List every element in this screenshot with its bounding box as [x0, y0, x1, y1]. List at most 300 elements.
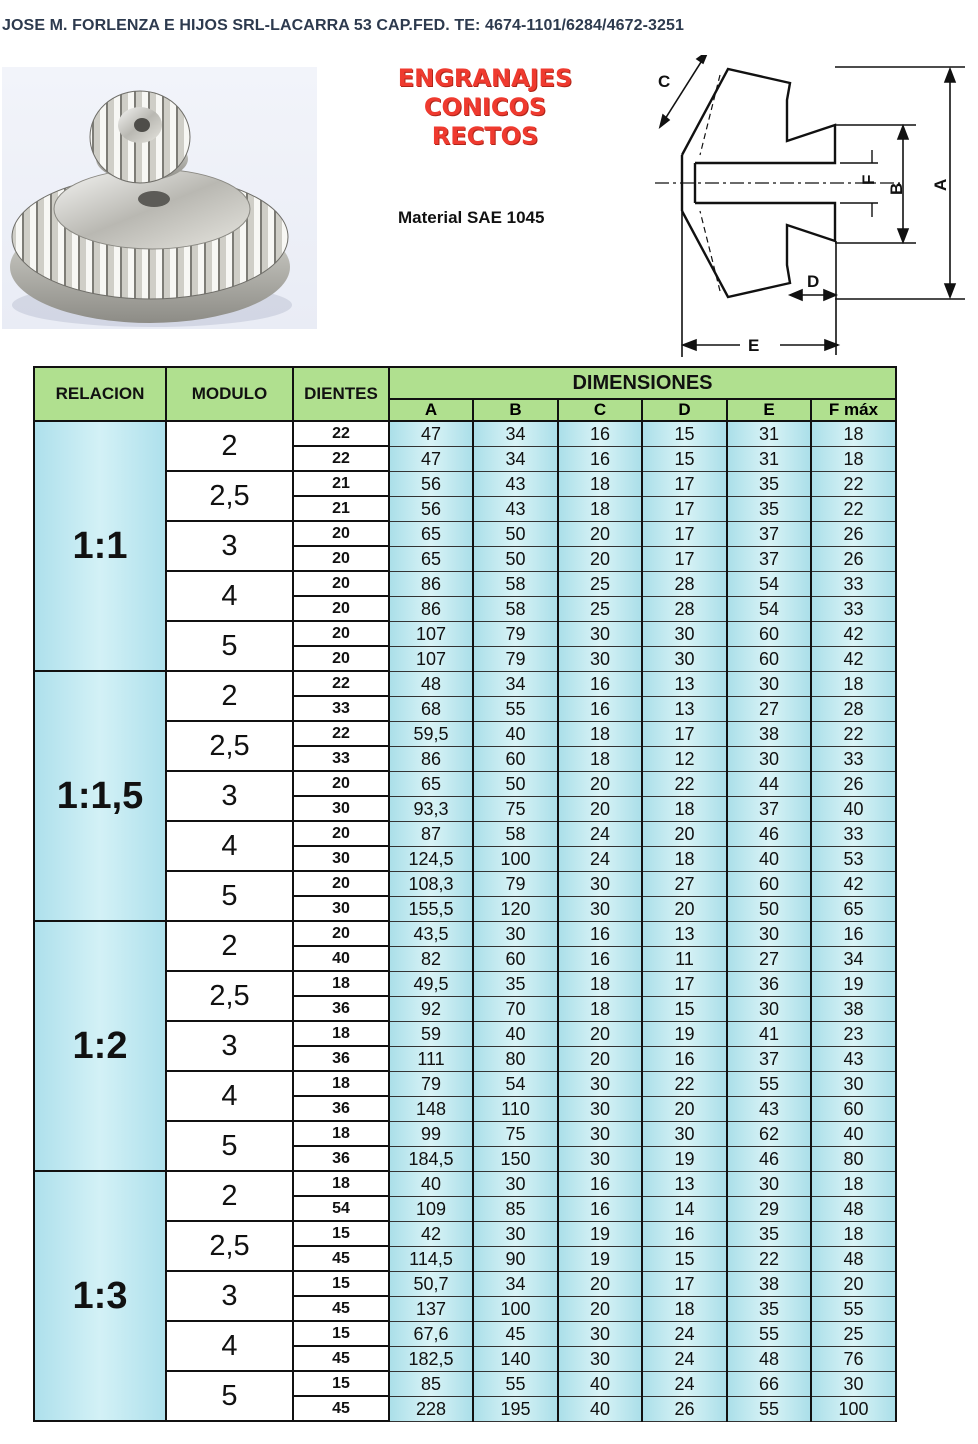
dimension-cell: 85 [473, 1196, 558, 1221]
dimension-cell: 40 [811, 1121, 896, 1146]
dimension-cell: 33 [811, 571, 896, 596]
dimension-cell: 37 [727, 796, 811, 821]
dimension-cell: 18 [642, 846, 727, 871]
teeth-cell: 20 [293, 646, 389, 671]
dimension-cell: 30 [558, 896, 642, 921]
dimension-cell: 18 [558, 721, 642, 746]
dimension-cell: 80 [811, 1146, 896, 1171]
dimension-cell: 17 [642, 471, 727, 496]
dimension-cell: 43 [811, 1046, 896, 1071]
teeth-cell: 45 [293, 1296, 389, 1321]
table-body [34, 421, 896, 1421]
teeth-cell: 15 [293, 1221, 389, 1246]
dimension-cell: 30 [558, 1121, 642, 1146]
dimension-cell: 40 [558, 1371, 642, 1396]
dimension-cell: 24 [558, 821, 642, 846]
dimension-cell: 120 [473, 896, 558, 921]
dimension-cell: 62 [727, 1121, 811, 1146]
table-row [34, 1171, 896, 1196]
dimension-cell: 29 [727, 1196, 811, 1221]
dimension-cell: 15 [642, 996, 727, 1021]
dimension-cell: 16 [558, 696, 642, 721]
dimension-cell: 20 [558, 1046, 642, 1071]
teeth-cell: 18 [293, 1071, 389, 1096]
module-cell: 5 [166, 871, 293, 921]
ratio-cell: 1:1,5 [34, 671, 166, 921]
dimension-cell: 34 [473, 446, 558, 471]
company-header: JOSE M. FORLENZA E HIJOS SRL-LACARRA 53 CAP.FED. TE: 4674-1101/6284/4672-3251 [2, 17, 685, 34]
dimension-cell: 30 [558, 1096, 642, 1121]
dimension-cell: 22 [811, 721, 896, 746]
header-modulo: MODULO [166, 367, 293, 421]
label-A: A [931, 178, 950, 191]
dimension-cell: 109 [389, 1196, 473, 1221]
dimension-cell: 55 [727, 1071, 811, 1096]
teeth-cell: 20 [293, 596, 389, 621]
dimension-cell: 20 [642, 896, 727, 921]
dimension-cell: 67,6 [389, 1321, 473, 1346]
dimension-cell: 100 [473, 1296, 558, 1321]
dimension-cell: 16 [558, 1171, 642, 1196]
dimension-cell: 65 [811, 896, 896, 921]
teeth-cell: 20 [293, 546, 389, 571]
dimension-cell: 43 [473, 471, 558, 496]
dimension-cell: 30 [727, 1171, 811, 1196]
dimension-cell: 79 [473, 621, 558, 646]
dimension-cell: 13 [642, 696, 727, 721]
dimension-cell: 24 [642, 1321, 727, 1346]
header-relacion: RELACION [34, 367, 166, 421]
dimension-cell: 16 [558, 671, 642, 696]
dimension-cell: 28 [811, 696, 896, 721]
dimension-cell: 41 [727, 1021, 811, 1046]
dimension-cell: 35 [727, 1221, 811, 1246]
teeth-cell: 33 [293, 746, 389, 771]
dimension-cell: 28 [642, 596, 727, 621]
teeth-cell: 20 [293, 771, 389, 796]
dimension-cell: 15 [642, 446, 727, 471]
teeth-cell: 18 [293, 1171, 389, 1196]
material-label: Material SAE 1045 [398, 208, 545, 227]
dimension-cell: 20 [558, 771, 642, 796]
dimension-cell: 55 [727, 1321, 811, 1346]
dimension-cell: 38 [727, 721, 811, 746]
module-cell: 5 [166, 621, 293, 671]
dimension-cell: 30 [558, 621, 642, 646]
teeth-cell: 36 [293, 1046, 389, 1071]
dimension-cell: 60 [727, 621, 811, 646]
dimension-cell: 24 [642, 1346, 727, 1371]
dimension-cell: 54 [727, 596, 811, 621]
teeth-cell: 18 [293, 971, 389, 996]
module-cell: 2,5 [166, 971, 293, 1021]
dimension-cell: 30 [811, 1371, 896, 1396]
dimension-cell: 18 [558, 746, 642, 771]
header-dientes: DIENTES [293, 367, 389, 421]
dimension-cell: 35 [727, 471, 811, 496]
dimension-cell: 37 [727, 546, 811, 571]
teeth-cell: 18 [293, 1121, 389, 1146]
table-row [34, 421, 896, 446]
teeth-cell: 30 [293, 846, 389, 871]
dimension-cell: 86 [389, 746, 473, 771]
module-cell: 3 [166, 1021, 293, 1071]
dimension-cell: 58 [473, 596, 558, 621]
dimension-cell: 30 [558, 1071, 642, 1096]
dimension-cell: 99 [389, 1121, 473, 1146]
dimension-cell: 18 [558, 496, 642, 521]
dimension-cell: 87 [389, 821, 473, 846]
dimension-cell: 79 [473, 871, 558, 896]
dimension-cell: 30 [473, 1221, 558, 1246]
header-dim-b: B [473, 399, 558, 421]
dimension-cell: 44 [727, 771, 811, 796]
dimension-cell: 30 [558, 1346, 642, 1371]
module-cell: 5 [166, 1371, 293, 1421]
dimension-cell: 17 [642, 496, 727, 521]
dimension-cell: 30 [642, 1121, 727, 1146]
dimension-cell: 60 [727, 871, 811, 896]
dimension-cell: 30 [558, 1321, 642, 1346]
dimension-cell: 30 [727, 746, 811, 771]
dimension-cell: 107 [389, 621, 473, 646]
dimension-cell: 13 [642, 921, 727, 946]
dimension-cell: 11 [642, 946, 727, 971]
dimension-cell: 85 [389, 1371, 473, 1396]
dimension-cell: 55 [811, 1296, 896, 1321]
module-cell: 2 [166, 421, 293, 471]
dimension-cell: 40 [389, 1171, 473, 1196]
dimension-cell: 20 [642, 821, 727, 846]
teeth-cell: 15 [293, 1321, 389, 1346]
dimension-cell: 36 [727, 971, 811, 996]
dimension-cell: 16 [642, 1046, 727, 1071]
dimension-cell: 43 [727, 1096, 811, 1121]
dimension-cell: 16 [558, 1196, 642, 1221]
header-dimensiones: DIMENSIONES [389, 367, 896, 399]
dimension-cell: 17 [642, 521, 727, 546]
dimension-cell: 55 [473, 1371, 558, 1396]
dimension-cell: 45 [473, 1321, 558, 1346]
dimension-cell: 35 [473, 971, 558, 996]
dimension-cell: 100 [811, 1396, 896, 1421]
dimension-cell: 20 [811, 1271, 896, 1296]
ratio-cell: 1:2 [34, 921, 166, 1171]
dimension-cell: 48 [727, 1346, 811, 1371]
teeth-cell: 20 [293, 921, 389, 946]
dimension-cell: 31 [727, 446, 811, 471]
dimension-cell: 17 [642, 546, 727, 571]
dimension-cell: 18 [642, 796, 727, 821]
dimension-cell: 38 [811, 996, 896, 1021]
dimension-cell: 50 [473, 521, 558, 546]
dimension-cell: 111 [389, 1046, 473, 1071]
bevel-gear-image [2, 67, 317, 329]
dimension-cell: 20 [558, 1271, 642, 1296]
dimension-cell: 12 [642, 746, 727, 771]
dimension-cell: 60 [811, 1096, 896, 1121]
dimension-cell: 80 [473, 1046, 558, 1071]
dimension-cell: 55 [727, 1396, 811, 1421]
module-cell: 2,5 [166, 721, 293, 771]
teeth-cell: 30 [293, 796, 389, 821]
dimension-cell: 14 [642, 1196, 727, 1221]
dimension-cell: 86 [389, 596, 473, 621]
dimension-cell: 37 [727, 1046, 811, 1071]
module-cell: 4 [166, 1071, 293, 1121]
dimension-cell: 24 [642, 1371, 727, 1396]
module-cell: 2 [166, 921, 293, 971]
dimension-cell: 58 [473, 821, 558, 846]
dimension-cell: 35 [727, 1296, 811, 1321]
dimension-cell: 34 [473, 1271, 558, 1296]
module-cell: 3 [166, 771, 293, 821]
dimension-cell: 30 [558, 646, 642, 671]
teeth-cell: 21 [293, 471, 389, 496]
dimension-cell: 86 [389, 571, 473, 596]
dimension-cell: 27 [727, 696, 811, 721]
dimension-cell: 49,5 [389, 971, 473, 996]
dimension-cell: 20 [558, 521, 642, 546]
teeth-cell: 20 [293, 521, 389, 546]
teeth-cell: 15 [293, 1271, 389, 1296]
dimension-cell: 110 [473, 1096, 558, 1121]
dimension-cell: 148 [389, 1096, 473, 1121]
dimension-cell: 70 [473, 996, 558, 1021]
dimension-cell: 82 [389, 946, 473, 971]
dimension-cell: 18 [811, 671, 896, 696]
dimension-cell: 60 [727, 646, 811, 671]
teeth-cell: 20 [293, 821, 389, 846]
dimension-cell: 27 [727, 946, 811, 971]
dimension-cell: 34 [473, 421, 558, 446]
dimension-cell: 17 [642, 721, 727, 746]
header-dim-c: C [558, 399, 642, 421]
dimension-cell: 18 [642, 1296, 727, 1321]
dimension-cell: 19 [558, 1221, 642, 1246]
dimension-cell: 22 [642, 1071, 727, 1096]
dimension-cell: 34 [811, 946, 896, 971]
dimension-cell: 30 [473, 921, 558, 946]
dimension-cell: 19 [811, 971, 896, 996]
dimension-cell: 30 [642, 646, 727, 671]
dimension-cell: 60 [473, 746, 558, 771]
module-cell: 3 [166, 521, 293, 571]
dimension-cell: 42 [811, 871, 896, 896]
dimension-cell: 30 [558, 871, 642, 896]
header-dim-a: A [389, 399, 473, 421]
teeth-cell: 45 [293, 1246, 389, 1271]
dimension-cell: 19 [642, 1146, 727, 1171]
teeth-cell: 30 [293, 896, 389, 921]
dimension-cell: 93,3 [389, 796, 473, 821]
dimension-cell: 53 [811, 846, 896, 871]
dimension-cell: 46 [727, 821, 811, 846]
module-cell: 4 [166, 821, 293, 871]
dimension-cell: 27 [642, 871, 727, 896]
dimension-cell: 20 [558, 546, 642, 571]
dimension-cell: 31 [727, 421, 811, 446]
dimension-cell: 75 [473, 796, 558, 821]
dimension-cell: 124,5 [389, 846, 473, 871]
dimension-cell: 42 [811, 646, 896, 671]
dimension-cell: 26 [642, 1396, 727, 1421]
teeth-cell: 40 [293, 946, 389, 971]
dimension-cell: 37 [727, 521, 811, 546]
product-title [360, 64, 610, 151]
teeth-cell: 18 [293, 1021, 389, 1046]
dimension-cell: 66 [727, 1371, 811, 1396]
teeth-cell: 20 [293, 571, 389, 596]
dimension-cell: 18 [811, 446, 896, 471]
dimension-cell: 26 [811, 546, 896, 571]
dimension-cell: 48 [389, 671, 473, 696]
dimension-cell: 16 [558, 921, 642, 946]
teeth-cell: 21 [293, 496, 389, 521]
dimension-cell: 92 [389, 996, 473, 1021]
dimension-cell: 43,5 [389, 921, 473, 946]
dimension-cell: 48 [811, 1196, 896, 1221]
dimension-cell: 50 [473, 546, 558, 571]
teeth-cell: 22 [293, 721, 389, 746]
dimension-cell: 184,5 [389, 1146, 473, 1171]
dimension-cell: 23 [811, 1021, 896, 1046]
dimension-cell: 59,5 [389, 721, 473, 746]
dimension-cell: 46 [727, 1146, 811, 1171]
module-cell: 2,5 [166, 1221, 293, 1271]
dimension-cell: 17 [642, 1271, 727, 1296]
dimension-diagram [640, 55, 970, 370]
dimension-cell: 40 [811, 796, 896, 821]
dimension-cell: 100 [473, 846, 558, 871]
table-row [34, 921, 896, 946]
label-C: C [658, 72, 671, 91]
dimension-cell: 20 [558, 1021, 642, 1046]
dimension-cell: 25 [558, 596, 642, 621]
dimension-cell: 19 [558, 1246, 642, 1271]
dimension-cell: 108,3 [389, 871, 473, 896]
dimension-cell: 15 [642, 421, 727, 446]
label-D: D [807, 272, 820, 291]
module-cell: 3 [166, 1271, 293, 1321]
gear-photo [2, 67, 317, 329]
dimension-cell: 59 [389, 1021, 473, 1046]
dimension-cell: 114,5 [389, 1246, 473, 1271]
dimension-cell: 20 [642, 1096, 727, 1121]
module-cell: 2 [166, 671, 293, 721]
teeth-cell: 15 [293, 1371, 389, 1396]
dimension-cell: 30 [811, 1071, 896, 1096]
dimension-cell: 50 [727, 896, 811, 921]
dimension-cell: 150 [473, 1146, 558, 1171]
dimension-cell: 16 [558, 446, 642, 471]
dimension-cell: 33 [811, 746, 896, 771]
teeth-cell: 45 [293, 1346, 389, 1371]
label-E: E [748, 336, 760, 355]
gear-dimensions-table [33, 366, 897, 1422]
dimension-cell: 30 [727, 921, 811, 946]
dimension-cell: 56 [389, 471, 473, 496]
module-cell: 4 [166, 1321, 293, 1371]
dimension-cell: 30 [642, 621, 727, 646]
dimension-cell: 25 [811, 1321, 896, 1346]
teeth-cell: 36 [293, 996, 389, 1021]
dimension-cell: 47 [389, 421, 473, 446]
dimension-cell: 30 [473, 1171, 558, 1196]
dimension-cell: 16 [811, 921, 896, 946]
label-F: F [859, 174, 878, 185]
dimension-cell: 40 [727, 846, 811, 871]
title-line: CONICOS [423, 93, 547, 121]
gear-cross-section-diagram [640, 55, 970, 365]
title-line: RECTOS [431, 122, 539, 150]
dimension-cell: 26 [811, 521, 896, 546]
dimension-cell: 15 [642, 1246, 727, 1271]
dimension-cell: 60 [473, 946, 558, 971]
dimension-cell: 75 [473, 1121, 558, 1146]
module-cell: 2,5 [166, 471, 293, 521]
teeth-cell: 22 [293, 671, 389, 696]
teeth-cell: 20 [293, 871, 389, 896]
teeth-cell: 45 [293, 1396, 389, 1421]
teeth-cell: 33 [293, 696, 389, 721]
dimension-cell: 22 [642, 771, 727, 796]
module-cell: 2 [166, 1171, 293, 1221]
teeth-cell: 20 [293, 621, 389, 646]
module-cell: 4 [166, 571, 293, 621]
dimension-cell: 55 [473, 696, 558, 721]
dimension-cell: 42 [389, 1221, 473, 1246]
dimension-cell: 65 [389, 771, 473, 796]
dimension-cell: 140 [473, 1346, 558, 1371]
dimension-cell: 58 [473, 571, 558, 596]
dimension-cell: 65 [389, 546, 473, 571]
dimension-cell: 22 [811, 471, 896, 496]
header-dim-d: D [642, 399, 727, 421]
dimension-cell: 195 [473, 1396, 558, 1421]
dimension-cell: 48 [811, 1246, 896, 1271]
dimension-cell: 20 [558, 1296, 642, 1321]
dimension-cell: 20 [558, 796, 642, 821]
ratio-cell: 1:3 [34, 1171, 166, 1421]
dimension-cell: 25 [558, 571, 642, 596]
dimension-cell: 35 [727, 496, 811, 521]
dimension-cell: 16 [558, 946, 642, 971]
dimension-cell: 22 [811, 496, 896, 521]
module-cell: 5 [166, 1121, 293, 1171]
dimension-cell: 30 [727, 671, 811, 696]
dimension-cell: 22 [727, 1246, 811, 1271]
teeth-cell: 22 [293, 446, 389, 471]
dimension-cell: 50,7 [389, 1271, 473, 1296]
dimension-cell: 228 [389, 1396, 473, 1421]
header-dim-e: E [727, 399, 811, 421]
dimension-cell: 40 [473, 721, 558, 746]
dimension-cell: 17 [642, 971, 727, 996]
ratio-cell: 1:1 [34, 421, 166, 671]
dimension-cell: 43 [473, 496, 558, 521]
dimension-cell: 54 [727, 571, 811, 596]
dimension-cell: 18 [811, 1221, 896, 1246]
teeth-cell: 36 [293, 1146, 389, 1171]
dimension-cell: 38 [727, 1271, 811, 1296]
title-line: ENGRANAJES [397, 64, 573, 92]
teeth-cell: 54 [293, 1196, 389, 1221]
dimension-cell: 26 [811, 771, 896, 796]
dimension-cell: 18 [811, 1171, 896, 1196]
dimension-cell: 33 [811, 821, 896, 846]
dimension-cell: 18 [811, 421, 896, 446]
